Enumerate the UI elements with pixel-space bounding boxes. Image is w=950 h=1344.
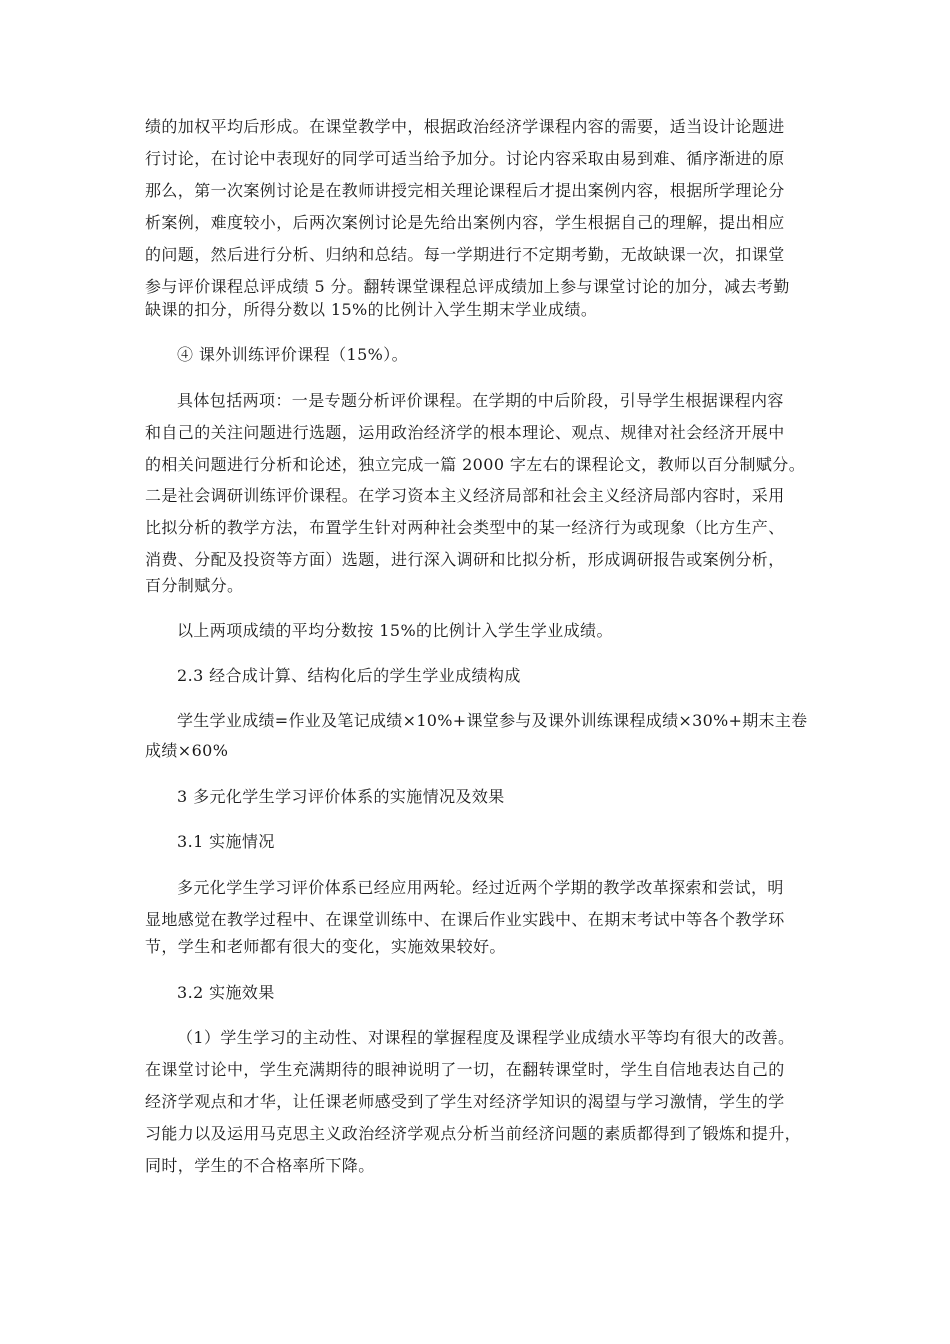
paragraph-line: 消费、分配及投资等方面）选题，进行深入调研和比拟分析，形成调研报告或案例分析， bbox=[145, 550, 785, 569]
paragraph-line: 习能力以及运用马克思主义政治经济学观点分析当前经济问题的素质都得到了锻炼和提升， bbox=[145, 1124, 802, 1143]
paragraph-line: 的问题，然后进行分析、归纳和总结。每一学期进行不定期考勤，无故缺课一次，扣课堂 bbox=[145, 245, 785, 264]
paragraph-line: 百分制赋分。 bbox=[145, 576, 244, 595]
section-heading-3: 3 多元化学生学习评价体系的实施情况及效果 bbox=[177, 787, 505, 806]
section-heading-3-1: 3.1 实施情况 bbox=[177, 832, 275, 851]
paragraph-line: 经济学观点和才华，让任课老师感受到了学生对经济学知识的渴望与学习激情，学生的学 bbox=[145, 1092, 785, 1111]
section-item-heading: ④ 课外训练评价课程（15%）。 bbox=[177, 345, 409, 364]
paragraph-line: 以上两项成绩的平均分数按 15%的比例计入学生学业成绩。 bbox=[177, 621, 613, 640]
paragraph-line: 绩的加权平均后形成。在课堂教学中，根据政治经济学课程内容的需要，适当设计论题进 bbox=[145, 117, 785, 136]
paragraph-line: 节，学生和老师都有很大的变化，实施效果较好。 bbox=[145, 937, 506, 956]
formula-line: 学生学业成绩=作业及笔记成绩×10%+课堂参与及课外训练课程成绩×30%+期末主卷 bbox=[177, 711, 808, 730]
formula-line: 成绩×60% bbox=[145, 741, 229, 760]
paragraph-line: 在课堂讨论中，学生充满期待的眼神说明了一切，在翻转课堂时，学生自信地表达自己的 bbox=[145, 1060, 785, 1079]
paragraph-line: 多元化学生学习评价体系已经应用两轮。经过近两个学期的教学改革探索和尝试，明 bbox=[177, 878, 784, 897]
paragraph-line: 同时，学生的不合格率所下降。 bbox=[145, 1156, 375, 1175]
paragraph-line: 和自己的关注问题进行选题，运用政治经济学的根本理论、观点、规律对社会经济开展中 bbox=[145, 423, 785, 442]
paragraph-line: 那么，第一次案例讨论是在教师讲授完相关理论课程后才提出案例内容，根据所学理论分 bbox=[145, 181, 785, 200]
paragraph-line: 二是社会调研训练评价课程。在学习资本主义经济局部和社会主义经济局部内容时，采用 bbox=[145, 486, 785, 505]
paragraph-line: 比拟分析的教学方法，布置学生针对两种社会类型中的某一经济行为或现象（比方生产、 bbox=[145, 518, 785, 537]
paragraph-line: 缺课的扣分，所得分数以 15%的比例计入学生期末学业成绩。 bbox=[145, 300, 598, 319]
paragraph-line: 的相关问题进行分析和论述，独立完成一篇 2000 字左右的课程论文，教师以百分制赋分。 bbox=[145, 455, 806, 474]
section-heading-3-2: 3.2 实施效果 bbox=[177, 983, 275, 1002]
paragraph-line: 具体包括两项：一是专题分析评价课程。在学期的中后阶段，引导学生根据课程内容 bbox=[177, 391, 784, 410]
paragraph-line: 行讨论，在讨论中表现好的同学可适当给予加分。讨论内容采取由易到难、循序渐进的原 bbox=[145, 149, 785, 168]
paragraph-line: 析案例，难度较小，后两次案例讨论是先给出案例内容，学生根据自己的理解，提出相应 bbox=[145, 213, 785, 232]
paragraph-line: 显地感觉在教学过程中、在课堂训练中、在课后作业实践中、在期末考试中等各个教学环 bbox=[145, 910, 785, 929]
paragraph-line: （1）学生学习的主动性、对课程的掌握程度及课程学业成绩水平等均有很大的改善。 bbox=[177, 1028, 795, 1047]
section-heading-2-3: 2.3 经合成计算、结构化后的学生学业成绩构成 bbox=[177, 666, 521, 685]
paragraph-line: 参与评价课程总评成绩 5 分。翻转课堂课程总评成绩加上参与课堂讨论的加分，减去考勤 bbox=[145, 277, 790, 296]
